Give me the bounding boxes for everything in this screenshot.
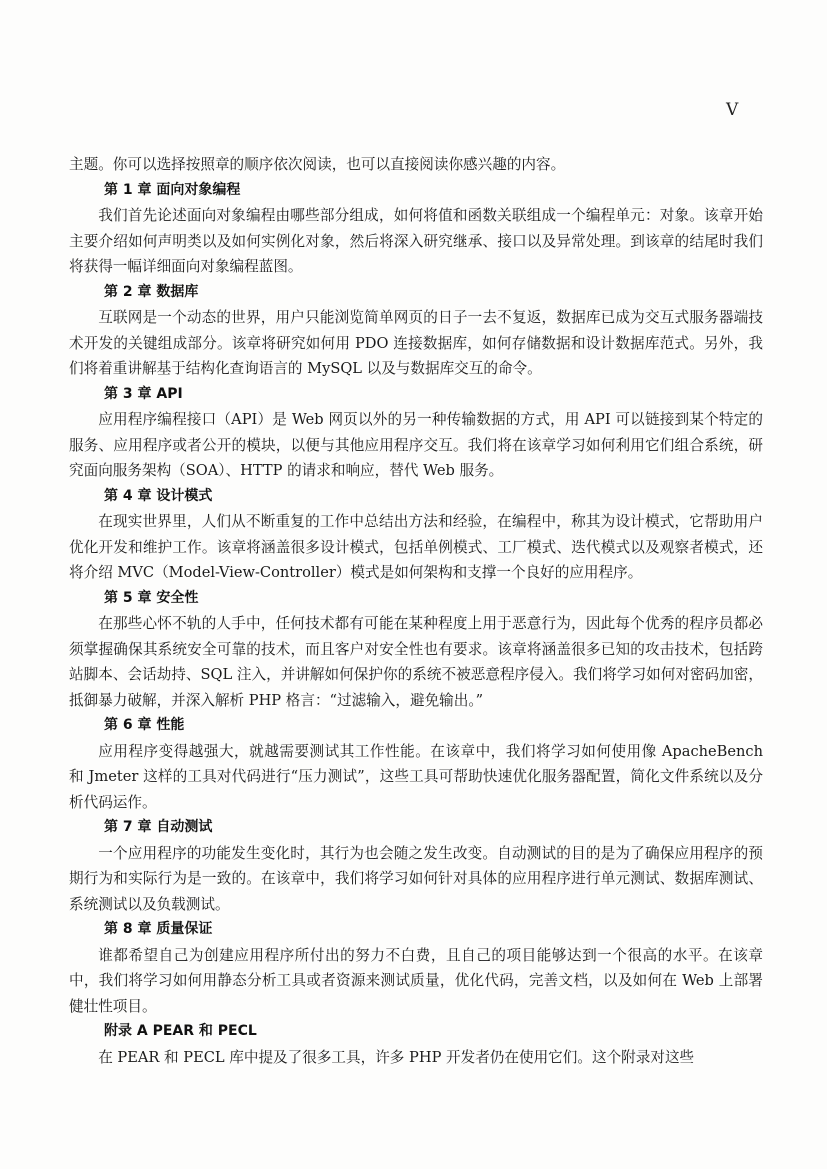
- section-appendix-a: [69, 1019, 763, 1070]
- page-content: [69, 152, 763, 1070]
- section-chapter-1: [69, 178, 763, 280]
- section-body: 在现实世界里，人们从不断重复的工作中总结出方法和经验，在编程中，称其为设计模式，它帮助用户优化开发和维护工作。该章将涵盖很多设计模式，包括单例模式、工厂模式、迭代模式以及观察者模式，还将介绍 MVC（Model-View-Controller）模式是如何架构和支撑一个良好的应用程序。: [69, 513, 763, 581]
- section-heading: 第 7 章 自动测试: [104, 819, 213, 835]
- section-body: 一个应用程序的功能发生变化时，其行为也会随之发生改变。自动测试的目的是为了确保应用程序的预期行为和实际行为是一致的。在该章中，我们将学习如何针对具体的应用程序进行单元测试、数据库测试、系统测试以及负载测试。: [69, 844, 763, 913]
- section-body: 谁都希望自己为创建应用程序所付出的努力不白费，且自己的项目能够达到一个很高的水平。在该章中，我们将学习如何用静态分析工具或者资源来测试质量，优化代码，完善文档，以及如何在 Web 上部署健壮性项目。: [69, 946, 763, 1015]
- section-heading: 第 3 章 API: [104, 385, 183, 402]
- section-body: 我们首先论述面向对象编程由哪些部分组成，如何将值和函数关联组成一个编程单元：对象。该章开始主要介绍如何声明类以及如何实例化对象，然后将深入研究继承、接口以及异常处理。到该章的结尾时我们将获得一幅详细面向对象编程蓝图。: [69, 207, 763, 275]
- section-chapter-4: [69, 484, 763, 586]
- section-chapter-5: [69, 586, 763, 714]
- section-chapter-7: [69, 815, 763, 917]
- intro-paragraph: 主题。你可以选择按照章的顺序依次阅读，也可以直接阅读你感兴趣的内容。: [69, 156, 566, 173]
- section-body: 在 PEAR 和 PECL 库中提及了很多工具，许多 PHP 开发者仍在使用它们。这个附录对这些: [98, 1048, 695, 1066]
- section-body: 互联网是一个动态的世界，用户只能浏览简单网页的日子一去不复返，数据库已成为交互式服务器端技术开发的关键组成部分。该章将研究如何用 PDO 连接数据库，如何存储数据和设计数据库范式。另外，我们将着重讲解基于结构化查询语言的 MySQL 以及与数据库交互的命令。: [69, 309, 763, 377]
- section-heading: 第 6 章 性能: [104, 717, 185, 733]
- section-body: 在那些心怀不轨的人手中，任何技术都有可能在某种程度上用于恶意行为，因此每个优秀的程序员都必须掌握确保其系统安全可靠的技术，而且客户对安全性也有要求。该章将涵盖很多已知的攻击技术，包括跨站脚本、会话劫持、SQL 注入，并讲解如何保护你的系统不被恶意程序侵入。我们将学习如何对密码加密，抵御暴力破解，并深入解析 PHP 格言：“过滤输入，避免输出。”: [69, 615, 763, 709]
- section-chapter-8: [69, 917, 763, 1019]
- section-heading: 第 8 章 质量保证: [104, 921, 213, 937]
- section-heading: 第 4 章 设计模式: [104, 487, 213, 504]
- section-body: 应用程序编程接口（API）是 Web 网页以外的另一种传输数据的方式，用 API 可以链接到某个特定的服务、应用程序或者公开的模块，以便与其他应用程序交互。我们将在该章学习如何利用它们组合系统，研究面向服务架构（SOA）、HTTP 的请求和响应，替代 Web 服务。: [69, 411, 763, 479]
- section-body: 应用程序变得越强大，就越需要测试其工作性能。在该章中，我们将学习如何使用像 ApacheBench 和 Jmeter 这样的工具对代码进行“压力测试”，这些工具可帮助快速优化服务器配置，简化文件系统以及分析代码运作。: [69, 742, 763, 811]
- section-heading: 附录 A PEAR 和 PECL: [104, 1023, 257, 1039]
- section-heading: 第 1 章 面向对象编程: [104, 181, 241, 198]
- section-heading: 第 5 章 安全性: [104, 589, 199, 606]
- section-chapter-2: [69, 280, 763, 382]
- page-number: V: [726, 100, 739, 120]
- section-chapter-3: [69, 382, 763, 484]
- section-chapter-6: [69, 713, 763, 815]
- section-heading: 第 2 章 数据库: [104, 283, 199, 300]
